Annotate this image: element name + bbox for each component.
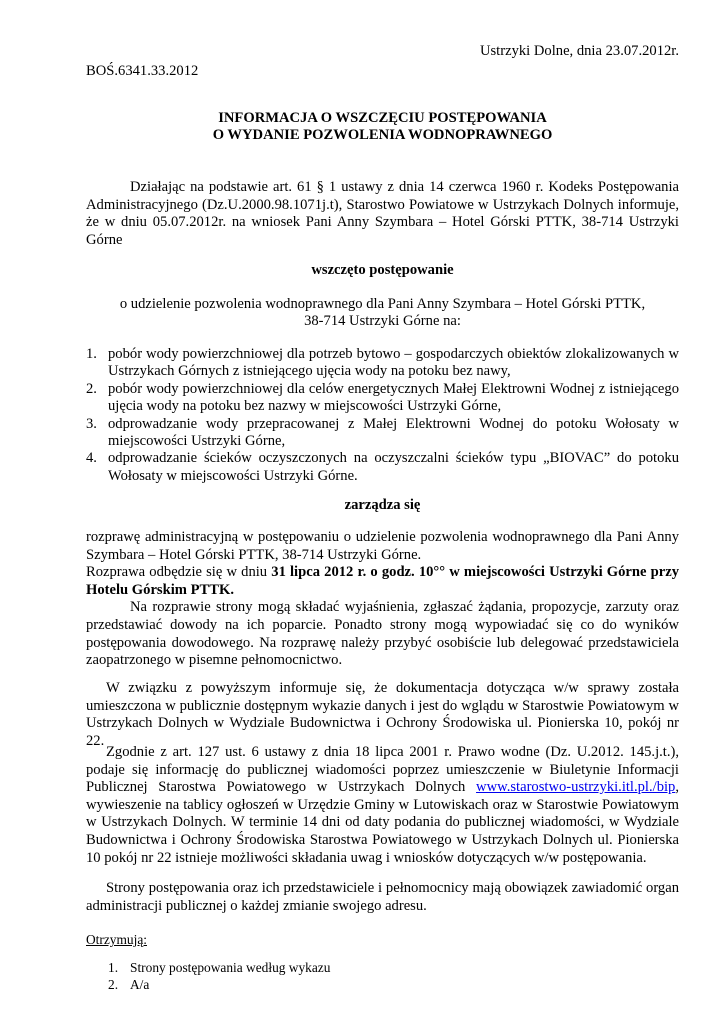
heading-ordered: zarządza się [344, 497, 421, 513]
intro-paragraph: Działając na podstawie art. 61 § 1 ustawy z dnia 14 czerwca 1960 r. Kodeks Postępowania Administracyjnego (Dz.U.2000.98.1071j.t), Starostwo Powiatowe w Ustrzykach Dolnych informuje, że w dniu 05.07.2012r. na wniosek Pani Anny Szymbara – Hotel Górski PTTK, 38-714 Ustrzyki Górne [86, 179, 679, 248]
address-change-paragraph: Strony postępowania oraz ich przedstawiciele i pełnomocnicy mają obowiązek zawiadomić organ administracji publicznej o każdej zmianie swojego adresu. [86, 880, 679, 914]
recipient-text: A/a [130, 977, 150, 992]
list-item [86, 381, 679, 416]
subject [86, 296, 679, 330]
hearing-paragraph [86, 529, 679, 670]
publication-suffix: , wywieszenie na tablicy ogłoszeń w Urzędzie Gminy w Lutowiskach oraz w Starostwie Powiatowym w Ustrzykach Dolnych. W terminie 14 dni od daty podania do publicznej wiadomości, w Wydziale Budownictwa i Ochrony Środowiska Starostwa Powiatowego w Ustrzykach Dolnych ul. Pionierska 10 pokój nr 22 istnieje możliwości składania uwag i wniosków dotyczących w/w postępowania. [86, 779, 679, 866]
bip-link[interactable]: www.starostwo-ustrzyki.itl.pl./bip [476, 779, 676, 796]
list-item [86, 346, 679, 381]
title-line-1: INFORMACJA O WSZCZĘCIU POSTĘPOWANIA [218, 110, 547, 126]
subject-line-2: 38-714 Ustrzyki Górne na: [304, 313, 461, 329]
list-item-number: 4. [86, 450, 97, 467]
hearing-intro: rozprawę administracyjną w postępowaniu o udzielenie pozwolenia wodnoprawnego dla Pani Anny Szymbara – Hotel Górski PTTK, 38-714 Ustrzyki Górne. [86, 529, 679, 563]
hearing-date [86, 564, 679, 599]
recipients-label: Otrzymują: [86, 932, 147, 947]
items-list [86, 346, 679, 485]
recipient-item [108, 959, 330, 976]
hearing-date-bold: 31 lipca 2012 r. o godz. 10°° w miejscowości Ustrzyki Górne przy Hotelu Górskim PTTK. [86, 564, 679, 598]
publication-prefix: Zgodnie z art. 127 ust. 6 ustawy z dnia 18 lipca 2001 r. Prawo wodne (Dz. U.2012. 145.j.t.), podaje się informację do publicznej wiadomości poprzez umieszczenie w Biuletynie Informacji Publicznej Starostwa Powiatowego w Ustrzykach Dolnych [86, 744, 679, 796]
list-item [86, 416, 679, 451]
place-date: Ustrzyki Dolne, dnia 23.07.2012r. [479, 43, 679, 59]
list-item-number: 1. [86, 346, 97, 362]
list-item-text: odprowadzanie ścieków oczyszczonych na oczyszczalni ścieków typu „BIOVAC” do potoku Wołosaty w miejscowości Ustrzyki Górne. [108, 450, 679, 484]
hearing-details: Na rozprawie strony mogą składać wyjaśnienia, zgłaszać żądania, propozycje, zarzuty oraz przedstawiać dowody na ich poparcie. Ponadto strony mogą wypowiadać się co do wyników postępowania dowodowego. Na rozprawę należy przybyć osobiście lub delegować przedstawiciela zaopatrzonego w pisemne pełnomocnictwo. [86, 599, 679, 669]
heading-initiated: wszczęto postępowanie [311, 262, 454, 278]
list-item [86, 450, 679, 485]
title-line-2: O WYDANIE POZWOLENIA WODNOPRAWNEGO [212, 127, 553, 143]
recipients-list [108, 959, 330, 993]
list-item-text: pobór wody powierzchniowej dla celów energetycznych Małej Elektrowni Wodnej z istniejącego ujęcia wody na potoku bez nazwy w miejscowości Ustrzyki Górne, [108, 380, 679, 415]
recipient-number: 2. [108, 977, 119, 992]
list-item-number: 3. [86, 415, 97, 432]
recipient-item [108, 976, 330, 993]
documentation-paragraph: W związku z powyższym informuje się, że dokumentacja dotycząca w/w sprawy została umieszczona w publicznie dostępnym wykazie danych i jest do wglądu w Starostwie Powiatowym w Ustrzykach Dolnych w Wydziale Budownictwa i Ochrony Środowiska ul. Pionierska 10, pokój nr 22. [86, 680, 679, 749]
publication-paragraph [86, 744, 679, 867]
reference-number: BOŚ.6341.33.2012 [86, 63, 199, 79]
hearing-date-prefix: Rozprawa odbędzie się w dniu [86, 564, 272, 581]
document-title [86, 110, 679, 144]
list-item-text: pobór wody powierzchniowej dla potrzeb bytowo – gospodarczych obiektów zlokalizowanych w Ustrzykach Górnych z istniejącego ujęcia wody na potoku bez nawy, [108, 346, 679, 380]
subject-line-1: o udzielenie pozwolenia wodnoprawnego dla Pani Anny Szymbara – Hotel Górski PTTK, [119, 296, 646, 312]
list-item-text: odprowadzanie wody przepracowanej z Małej Elektrowni Wodnej do potoku Wołosaty w miejscowości Ustrzyki Górne, [108, 415, 679, 450]
recipient-number: 1. [108, 960, 119, 975]
list-item-number: 2. [86, 380, 97, 397]
recipient-text: Strony postępowania według wykazu [130, 960, 331, 975]
